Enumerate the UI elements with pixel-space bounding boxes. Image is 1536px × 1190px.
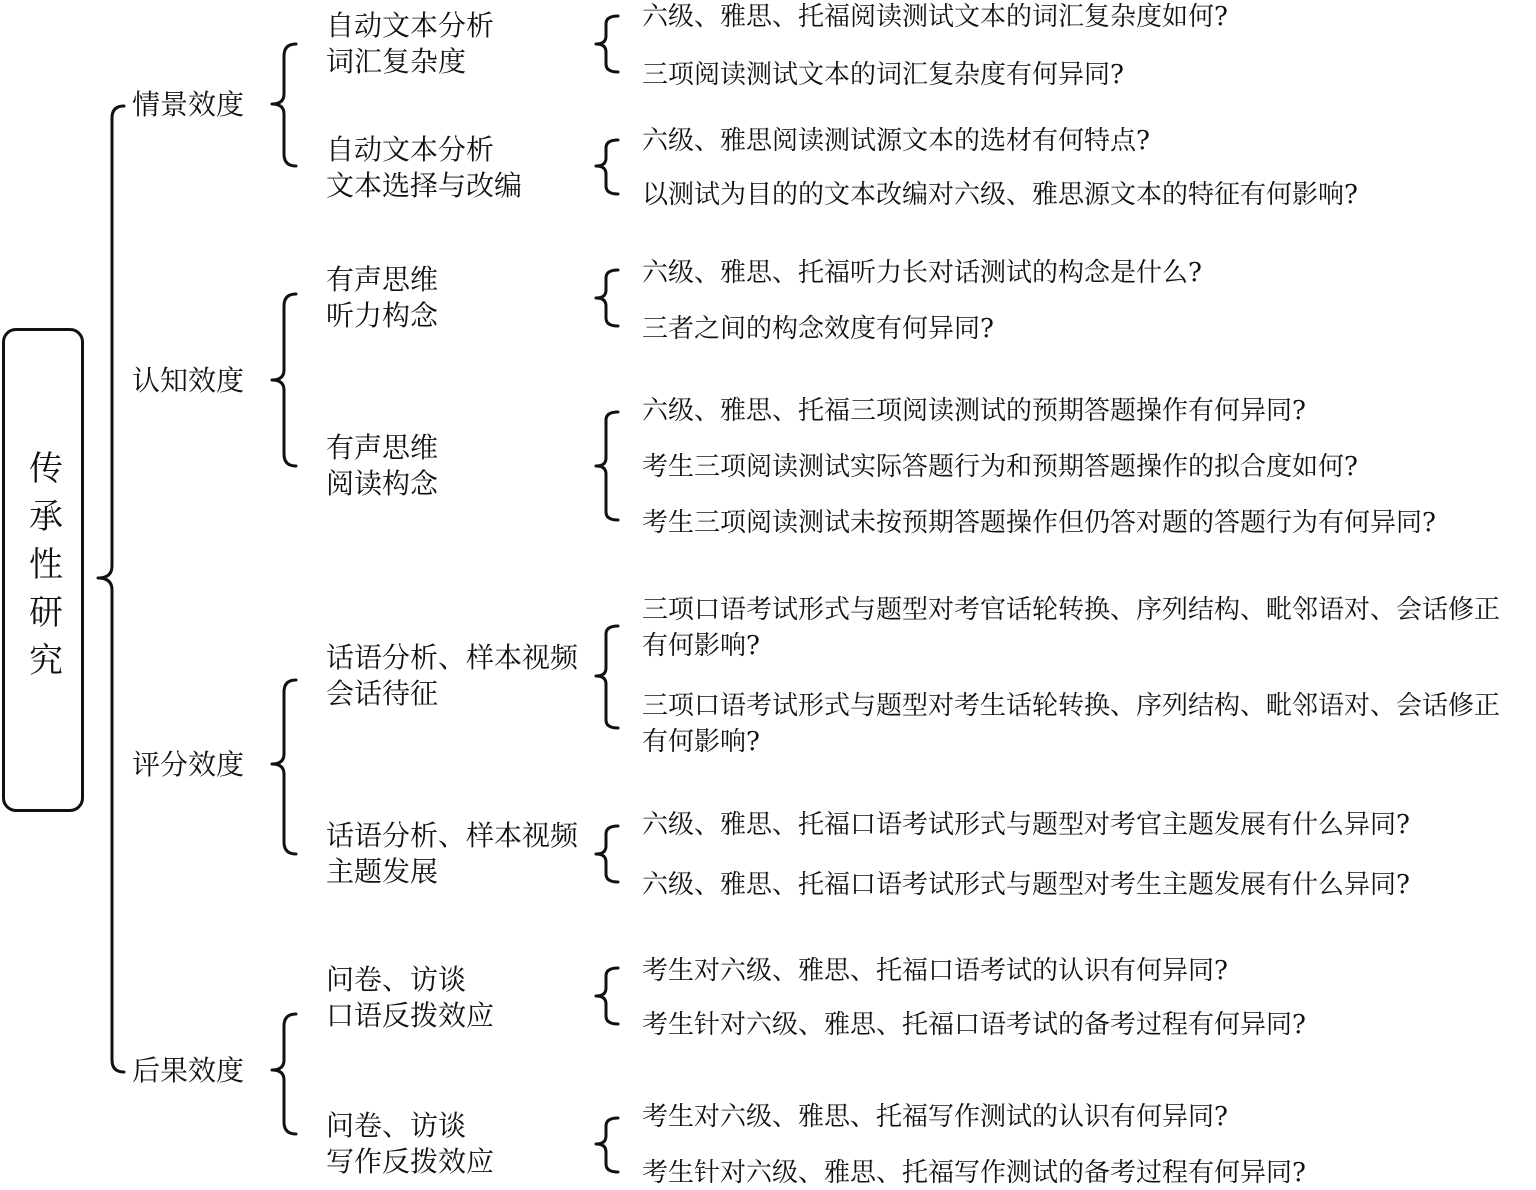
method-line: 阅读构念	[326, 467, 439, 500]
question: 三项口语考试形式与题型对考官话轮转换、序列结构、毗邻语对、会话修正有何影响?	[642, 595, 1501, 661]
question: 三者之间的构念效度有何异同?	[642, 314, 994, 344]
method-node	[326, 262, 438, 334]
method-line: 会话待征	[326, 677, 439, 710]
method-node	[326, 962, 494, 1034]
brace-m1	[596, 16, 618, 72]
question: 考生对六级、雅思、托福写作测试的认识有何异同?	[642, 1102, 1228, 1132]
question: 考生三项阅读测试未按预期答题操作但仍答对题的答题行为有何异同?	[642, 508, 1436, 538]
method-line: 词汇复杂度	[326, 45, 467, 78]
method-line: 文本选择与改编	[326, 169, 523, 202]
category-cognitive-validity: 认知效度	[132, 364, 245, 397]
method-line: 问卷、访谈	[326, 963, 467, 996]
question: 三项阅读测试文本的词汇复杂度有何异同?	[642, 60, 1124, 90]
brace-context	[272, 44, 296, 166]
method-line: 自动文本分析	[326, 133, 495, 166]
root-label: 传承性研究	[22, 450, 63, 690]
brace-m4	[596, 412, 618, 520]
method-node	[326, 430, 438, 502]
question: 三项口语考试形式与题型对考生话轮转换、序列结构、毗邻语对、会话修正有何影响?	[642, 691, 1501, 757]
question: 六级、雅思、托福口语考试形式与题型对考生主题发展有什么异同?	[642, 870, 1410, 900]
question: 考生三项阅读测试实际答题行为和预期答题操作的拟合度如何?	[642, 452, 1358, 482]
method-node	[326, 8, 494, 80]
brace-m3	[596, 270, 618, 326]
root-brace	[98, 106, 124, 1072]
brace-scoring	[272, 680, 296, 854]
root-node	[2, 328, 84, 812]
category-scoring-validity: 评分效度	[132, 748, 245, 781]
question: 六级、雅思、托福听力长对话测试的构念是什么?	[642, 258, 1202, 288]
method-node	[326, 640, 578, 712]
method-line: 口语反拨效应	[326, 999, 495, 1032]
question: 考生对六级、雅思、托福口语考试的认识有何异同?	[642, 956, 1228, 986]
question: 六级、雅思、托福阅读测试文本的词汇复杂度如何?	[642, 2, 1228, 32]
category-context-validity: 情景效度	[132, 88, 245, 121]
question: 六级、雅思阅读测试源文本的选材有何特点?	[642, 126, 1150, 156]
method-line: 主题发展	[326, 855, 439, 888]
question: 以测试为目的的文本改编对六级、雅思源文本的特征有何影响?	[642, 180, 1358, 210]
method-node	[326, 818, 578, 890]
brace-m6	[596, 826, 618, 882]
brace-m5	[596, 626, 618, 728]
brace-m2	[596, 140, 618, 194]
method-node	[326, 1108, 494, 1180]
category-consequential-validity: 后果效度	[132, 1054, 245, 1087]
brace-consequential	[272, 1014, 296, 1134]
method-line: 自动文本分析	[326, 9, 495, 42]
brace-cognitive	[272, 294, 296, 466]
method-node	[326, 132, 522, 204]
brace-m8	[596, 1118, 618, 1172]
method-line: 有声思维	[326, 431, 439, 464]
brace-m7	[596, 968, 618, 1024]
method-line: 有声思维	[326, 263, 439, 296]
question: 六级、雅思、托福口语考试形式与题型对考官主题发展有什么异同?	[642, 810, 1410, 840]
method-line: 听力构念	[326, 299, 439, 332]
method-line: 问卷、访谈	[326, 1109, 467, 1142]
question: 六级、雅思、托福三项阅读测试的预期答题操作有何异同?	[642, 396, 1306, 426]
method-line: 写作反拨效应	[326, 1145, 495, 1178]
question: 考生针对六级、雅思、托福口语考试的备考过程有何异同?	[642, 1010, 1306, 1040]
method-line: 话语分析、样本视频	[326, 819, 579, 852]
method-line: 话语分析、样本视频	[326, 641, 579, 674]
question: 考生针对六级、雅思、托福写作测试的备考过程有何异同?	[642, 1158, 1306, 1188]
